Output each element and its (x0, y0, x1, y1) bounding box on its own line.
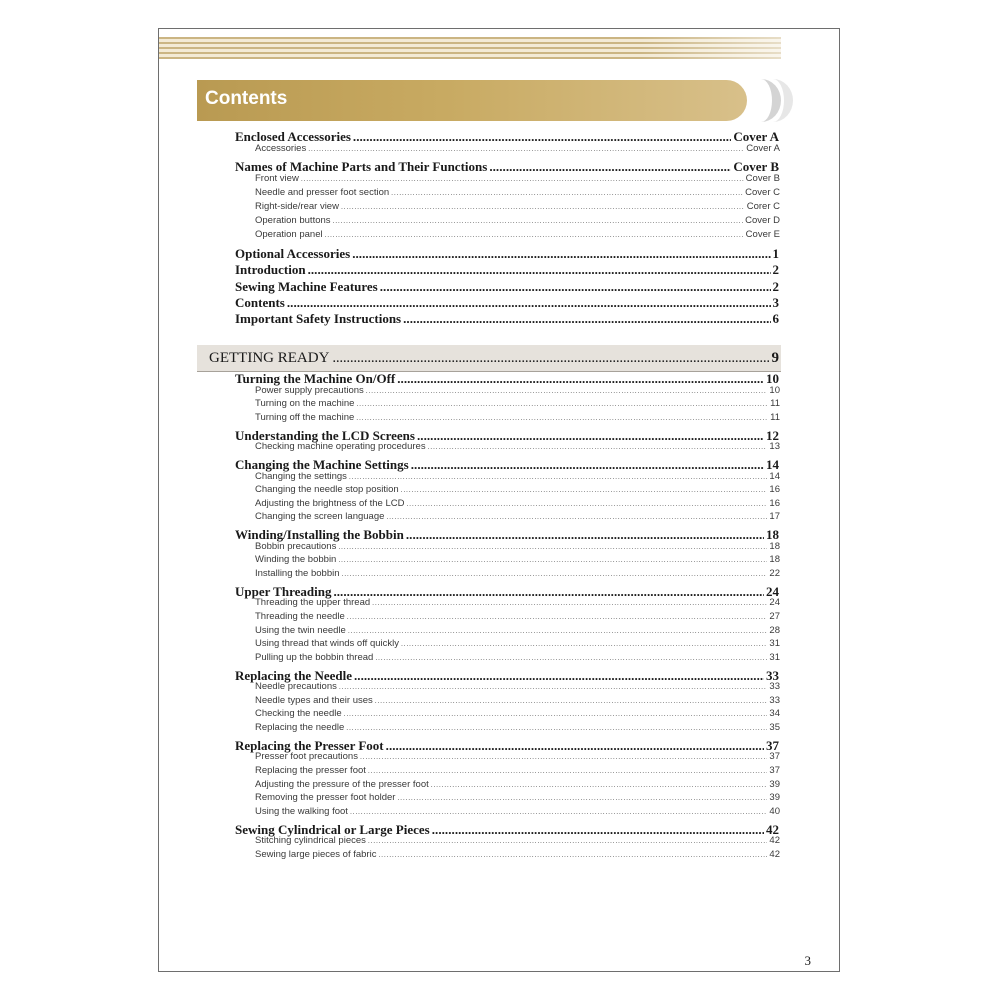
toc-entry-page: Cover E (745, 229, 780, 241)
dot-leader (341, 201, 745, 212)
toc-entry-page: 11 (770, 398, 780, 410)
toc-entry-page: Cover A (746, 143, 780, 154)
toc-entry-page: 18 (766, 527, 779, 543)
toc-subentry[interactable] (255, 779, 780, 790)
dot-leader (352, 246, 770, 262)
toc-entry-page: 12 (766, 427, 779, 443)
toc-entry-page: 42 (769, 835, 780, 847)
toc-entry-title: Threading the needle (255, 611, 345, 622)
page-number: 3 (804, 953, 811, 968)
dot-leader (428, 441, 768, 452)
toc-entry-title: Stitching cylindrical pieces (255, 835, 366, 847)
toc-entry-title: Winding/Installing the Bobbin (235, 527, 404, 543)
toc-subentry[interactable] (255, 412, 780, 423)
toc-entry-page: 33 (766, 667, 779, 683)
dot-leader (308, 262, 771, 278)
dot-leader (380, 279, 771, 295)
toc-entry-title: Installing the bobbin (255, 568, 340, 579)
toc-subentry[interactable] (255, 751, 780, 762)
toc-entry-title: Needle and presser foot section (255, 187, 390, 199)
toc-entry-title: Needle types and their uses (255, 694, 373, 706)
toc-entry-page: 10 (769, 384, 780, 396)
contents-header-bar (197, 80, 747, 121)
dot-leader (391, 187, 743, 198)
toc-entry-title: Accessories (255, 143, 307, 154)
dot-leader (375, 695, 768, 706)
section-page: 9 (771, 349, 779, 366)
dot-leader (372, 597, 767, 608)
dot-leader (368, 835, 768, 846)
toc-subentry[interactable] (255, 143, 780, 154)
toc-subentry[interactable] (255, 511, 780, 522)
toc-subentry[interactable] (255, 722, 780, 733)
toc-entry-title: Bobbin precautions (255, 540, 337, 552)
dot-leader (401, 638, 767, 649)
dot-leader (342, 568, 768, 579)
toc-entry-page: Cover D (745, 215, 780, 227)
toc-entry-page: 42 (766, 821, 779, 837)
toc-subentry[interactable] (255, 835, 780, 846)
dot-leader (356, 412, 768, 423)
toc-entry-page: 39 (769, 792, 780, 804)
toc-entry-page: 42 (769, 848, 780, 860)
toc-entry-page: 11 (770, 411, 780, 423)
toc-entry-page: 35 (769, 722, 780, 733)
dot-leader (368, 765, 768, 776)
toc-entry-title: Checking the needle (255, 708, 342, 720)
toc-subentry[interactable] (255, 765, 780, 776)
toc-entry-page: 16 (769, 497, 780, 509)
toc-entry-title: Important Safety Instructions (235, 311, 402, 327)
toc-entry-page: 34 (769, 708, 780, 720)
toc-entry-title: Replacing the needle (255, 722, 345, 733)
dot-leader (308, 143, 744, 154)
toc-entry-page: 3 (772, 295, 779, 310)
toc-entry-page: 18 (769, 540, 780, 552)
page-title: Contents (205, 88, 288, 109)
toc-entry-title: Removing the presser foot holder (255, 792, 396, 804)
manual-page (158, 28, 840, 972)
toc-entry-page: 17 (769, 511, 780, 523)
toc-subentry[interactable] (255, 638, 780, 649)
dot-leader (301, 173, 744, 184)
toc-entry-page: 2 (772, 278, 779, 294)
toc-entry-title: Threading the upper thread (255, 597, 371, 609)
toc-entry-page: 2 (772, 262, 779, 278)
toc-entry-page: 37 (769, 751, 780, 763)
toc-subentry[interactable] (255, 806, 780, 817)
decorative-top-band (159, 37, 781, 59)
dot-leader (344, 708, 768, 719)
toc-entry-title: Turning on the machine (255, 398, 355, 410)
toc-entry-title: Presser foot precautions (255, 751, 358, 763)
toc-entry[interactable] (235, 295, 779, 311)
toc-entry-page: Cover A (733, 129, 779, 144)
toc-entry[interactable] (235, 279, 779, 295)
toc-subentry[interactable] (255, 568, 780, 579)
toc-entry-page: 28 (769, 624, 780, 636)
toc-subentry[interactable] (255, 554, 780, 565)
toc-entry-title: Understanding the LCD Screens (235, 427, 415, 443)
dot-leader (406, 498, 767, 509)
toc-entry-title: Adjusting the pressure of the presser foot (255, 778, 429, 790)
toc-entry-page: 14 (769, 470, 780, 482)
dot-leader (403, 311, 770, 327)
section-title: GETTING READY (209, 349, 330, 366)
toc-entry-page: 37 (766, 737, 779, 753)
toc-entry-page: 10 (766, 371, 779, 386)
toc-subentry[interactable] (255, 441, 780, 452)
dot-leader (360, 751, 767, 762)
toc-entry-title: Changing the needle stop position (255, 484, 399, 496)
dot-leader (339, 681, 768, 692)
toc-subentry[interactable] (255, 792, 780, 803)
toc-entry-page: 22 (769, 568, 780, 579)
toc-entry-title: Introduction (235, 262, 306, 278)
toc-entry-title: Optional Accessories (235, 245, 351, 261)
toc-subentry[interactable] (255, 385, 780, 396)
toc-subentry[interactable] (255, 541, 780, 552)
decorative-arc (753, 79, 793, 122)
toc-entry-title: Changing the screen language (255, 511, 385, 523)
toc-subentry[interactable] (255, 708, 780, 719)
dot-leader (325, 229, 744, 240)
toc-entry-title: Changing the settings (255, 470, 347, 482)
dot-leader (386, 511, 767, 522)
toc-entry-title: Sewing Machine Features (235, 278, 378, 294)
dot-leader (333, 215, 744, 226)
toc-entry-title: Sewing Cylindrical or Large Pieces (235, 821, 430, 837)
toc-entry-page: 27 (769, 611, 780, 622)
toc-entry[interactable] (235, 311, 779, 327)
toc-entry-title: Turning off the machine (255, 411, 355, 423)
toc-entry-page: 31 (769, 651, 780, 663)
toc-entry-page: 6 (772, 311, 779, 327)
toc-entry-page: 40 (769, 805, 780, 817)
toc-entry-page: Cover C (745, 187, 780, 199)
dot-leader (338, 541, 767, 552)
section-header-getting-ready[interactable] (197, 345, 781, 371)
toc-entry-page: 33 (769, 694, 780, 706)
toc-entry-title: Upper Threading (235, 583, 332, 599)
toc-entry-title: Adjusting the brightness of the LCD (255, 497, 405, 509)
toc-entry-page: 37 (769, 765, 780, 776)
toc-entry-page: Corer C (746, 201, 780, 213)
toc-entry-title: Power supply precautions (255, 384, 364, 396)
toc-entry-title: Turning the Machine On/Off (235, 371, 396, 386)
toc-entry-title: Replacing the presser foot (255, 765, 366, 776)
dot-leader (348, 625, 768, 636)
toc-entry[interactable] (235, 262, 779, 278)
dot-leader (431, 779, 768, 790)
toc-subentry[interactable] (255, 695, 780, 706)
dot-leader (332, 350, 768, 367)
toc-entry-title: Right-side/rear view (255, 201, 339, 213)
toc-entry-title: Replacing the Needle (235, 667, 352, 683)
dot-leader (338, 554, 767, 565)
toc-entry-title: Using the twin needle (255, 624, 346, 636)
dot-leader (356, 398, 768, 409)
toc-entry-page: 16 (769, 484, 780, 496)
toc-subentry[interactable] (255, 611, 780, 622)
toc-entry-title: Replacing the Presser Foot (235, 737, 384, 753)
toc-entry-page: 39 (769, 778, 780, 790)
toc-entry-title: Checking machine operating procedures (255, 441, 426, 453)
toc-entry-title: Pulling up the bobbin thread (255, 651, 374, 663)
toc-entry-page: 24 (769, 597, 780, 609)
dot-leader (375, 652, 767, 663)
toc-subentry[interactable] (255, 471, 780, 482)
toc-entry-title: Using the walking foot (255, 805, 348, 817)
toc-subentry[interactable] (255, 498, 780, 509)
toc-subentry[interactable] (255, 215, 780, 226)
toc-entry-page: Cover B (745, 173, 780, 185)
toc-entry-page: 33 (769, 681, 780, 693)
toc-entry-title: Operation buttons (255, 215, 331, 227)
toc-subentry[interactable] (255, 398, 780, 409)
toc-entry-page: 1 (772, 245, 779, 261)
toc-entry-title: Using thread that winds off quickly (255, 638, 399, 650)
dot-leader (366, 385, 768, 396)
toc-entry-title: Contents (235, 295, 285, 310)
dot-leader (378, 849, 767, 860)
toc-subentry[interactable] (255, 849, 780, 860)
toc-entry-title: Operation panel (255, 229, 323, 241)
toc-entry-page: 18 (769, 554, 780, 566)
toc-entry-page: 13 (769, 441, 780, 453)
toc-entry-page: 24 (766, 583, 779, 599)
toc-subentry[interactable] (255, 484, 780, 495)
toc-subentry[interactable] (255, 229, 780, 240)
toc-entry-title: Needle precautions (255, 681, 337, 693)
toc-entry-title: Enclosed Accessories (235, 129, 351, 144)
toc-entry-page: 14 (766, 457, 779, 472)
toc-entry[interactable] (235, 246, 779, 262)
toc-subentry[interactable] (255, 201, 780, 212)
toc-subentry[interactable] (255, 652, 780, 663)
dot-leader (349, 471, 768, 482)
dot-leader (347, 611, 768, 622)
toc-entry-title: Names of Machine Parts and Their Functions (235, 159, 488, 175)
dot-leader (350, 806, 767, 817)
toc-subentry[interactable] (255, 625, 780, 636)
toc-entry-title: Winding the bobbin (255, 554, 337, 566)
toc-subentry[interactable] (255, 597, 780, 608)
dot-leader (401, 484, 768, 495)
toc-entry-page: 31 (769, 638, 780, 650)
toc-entry-title: Sewing large pieces of fabric (255, 848, 377, 860)
dot-leader (287, 295, 771, 311)
toc-entry-page: Cover B (733, 159, 779, 175)
toc-entry-title: Front view (255, 173, 299, 185)
toc-subentry[interactable] (255, 173, 780, 184)
dot-leader (397, 792, 767, 803)
toc-subentry[interactable] (255, 681, 780, 692)
dot-leader (346, 722, 767, 733)
toc-subentry[interactable] (255, 187, 780, 198)
toc-entry-title: Changing the Machine Settings (235, 457, 409, 472)
